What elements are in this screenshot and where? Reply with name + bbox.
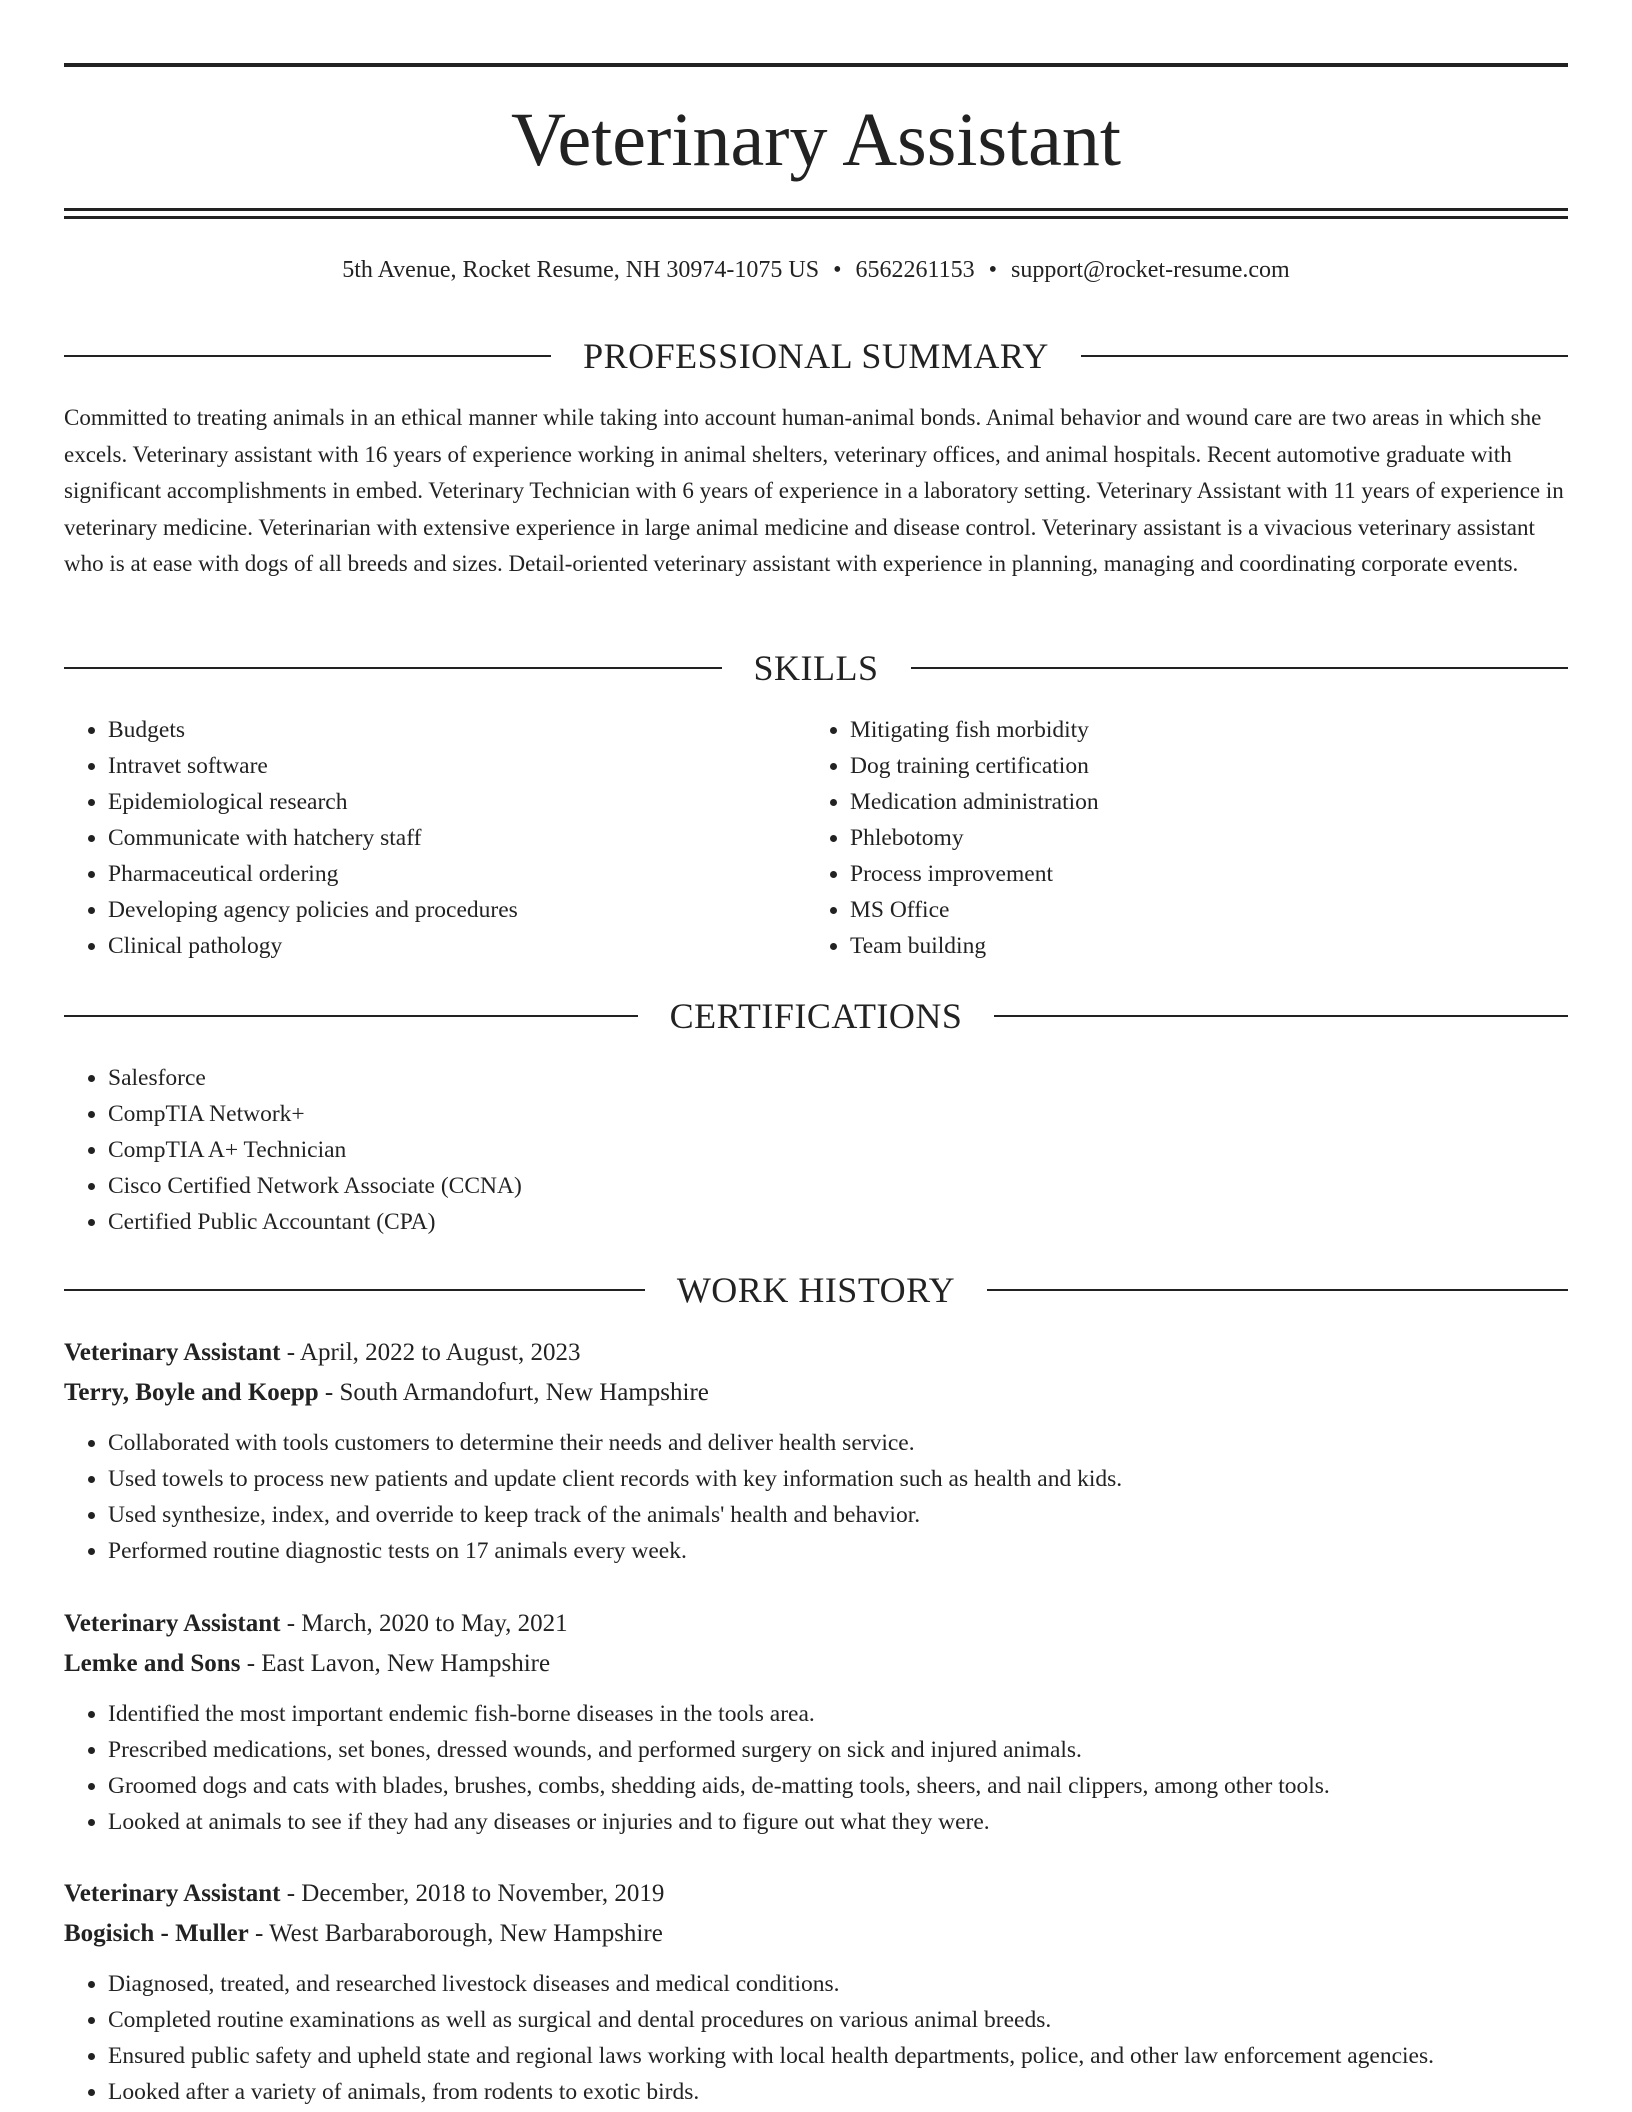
job-duties-list — [64, 1425, 1568, 1569]
job-duty: • Completed routine examinations as well as surgical and dental procedures on various animal breeds. — [108, 2002, 1568, 2038]
job-location: - East Lavon, New Hampshire — [240, 1650, 551, 1677]
contact-separator: • — [988, 257, 998, 283]
heading-rule — [911, 667, 1569, 669]
job-title: Veterinary Assistant — [64, 1339, 281, 1366]
contact-line — [64, 254, 1568, 286]
skill-item: • MS Office — [850, 892, 1506, 928]
job-duty: • Used synthesize, index, and override to keep track of the animals' health and behavior. — [108, 1497, 1568, 1533]
skill-item: • Process improvement — [850, 856, 1506, 892]
certification-item: • CompTIA A+ Technician — [108, 1132, 1064, 1168]
skill-item: • Mitigating fish morbidity — [850, 712, 1506, 748]
job-company-line — [64, 1373, 1568, 1413]
skill-item: • Budgets — [108, 712, 764, 748]
header-rule-lower — [64, 216, 1568, 219]
certifications-list — [64, 1060, 1064, 1240]
skills-list-right — [806, 712, 1506, 964]
contact-separator: • — [833, 257, 842, 283]
contact-email[interactable]: support@rocket-resume.com — [1011, 257, 1290, 283]
job-title-line — [64, 1874, 1568, 1914]
job-duty: • Diagnosed, treated, and researched livestock diseases and medical conditions. — [108, 1966, 1568, 2002]
job-duty: • Groomed dogs and cats with blades, brushes, combs, shedding aids, de-matting tools, sheers, and nail clippers, among other tools. — [108, 1768, 1568, 1804]
skill-item: • Intravet software — [108, 748, 764, 784]
certification-item: • Cisco Certified Network Associate (CCNA) — [108, 1168, 1064, 1204]
job-title-line — [64, 1604, 1568, 1644]
skill-item: • Team building — [850, 928, 1506, 964]
section-title: WORK HISTORY — [676, 1270, 956, 1310]
job-duty: • Identified the most important endemic fish-borne diseases in the tools area. — [108, 1696, 1568, 1732]
job-dates: - April, 2022 to August, 2023 — [280, 1339, 581, 1366]
section-heading-skills — [64, 646, 1568, 690]
skill-item: • Epidemiological research — [108, 784, 764, 820]
job-entry — [64, 1874, 1568, 2110]
skills-column-left — [64, 712, 764, 964]
header-rule-upper — [64, 208, 1568, 211]
certification-item: • CompTIA Network+ — [108, 1096, 1064, 1132]
job-duty: • Looked after a variety of animals, from rodents to exotic birds. — [108, 2074, 1568, 2110]
job-company-line — [64, 1644, 1568, 1684]
job-title-line — [64, 1333, 1568, 1373]
job-company: Terry, Boyle and Koepp — [64, 1379, 319, 1406]
heading-rule — [64, 355, 551, 357]
job-company-line — [64, 1914, 1568, 1954]
contact-phone: 6562261153 — [855, 257, 975, 283]
heading-rule — [64, 1015, 638, 1017]
certification-item: • Salesforce — [108, 1060, 1064, 1096]
section-title: PROFESSIONAL SUMMARY — [583, 336, 1049, 376]
job-entry — [64, 1333, 1568, 1569]
summary-text: Committed to treating animals in an ethical manner while taking into account human-animal bonds. Animal behavior and wound care are two areas in which she excels. Veterinary assistant with 16 years of experience working in animal shelters, veterinary offices, and animal hospitals. Recent automotive graduate with significant accomplishments in embed. Veterinary Technician with 6 years of experience in a laboratory setting. Veterinary Assistant with 11 years of experience in veterinary medicine. Veterinarian with extensive experience in large animal medicine and disease control. Veterinary assistant is a vivacious veterinary assistant who is at ease with dogs of all breeds and sizes. Detail-oriented veterinary assistant with experience in planning, managing and coordinating corporate events. — [64, 405, 1564, 576]
job-duty: • Prescribed medications, set bones, dressed wounds, and performed surgery on sick and injured animals. — [108, 1732, 1568, 1768]
heading-rule — [994, 1015, 1568, 1017]
certifications-block — [64, 1060, 1064, 1240]
section-heading-certifications — [64, 994, 1568, 1038]
heading-rule — [64, 667, 722, 669]
skills-column-right — [806, 712, 1506, 964]
job-duty: • Looked at animals to see if they had any diseases or injuries and to figure out what they were. — [108, 1804, 1568, 1840]
certification-item: • Certified Public Accountant (CPA) — [108, 1204, 1064, 1240]
top-rule — [64, 63, 1568, 67]
heading-rule — [64, 1289, 645, 1291]
job-location: - South Armandofurt, New Hampshire — [318, 1379, 709, 1406]
skill-item: • Developing agency policies and procedures — [108, 892, 764, 928]
skill-item: • Pharmaceutical ordering — [108, 856, 764, 892]
skill-item: • Communicate with hatchery staff — [108, 820, 764, 856]
job-dates: - March, 2020 to May, 2021 — [280, 1610, 568, 1637]
section-heading-work-history — [64, 1268, 1568, 1312]
job-dates: - December, 2018 to November, 2019 — [280, 1880, 665, 1907]
contact-address: 5th Avenue, Rocket Resume, NH 30974-1075 US — [342, 257, 820, 283]
section-heading-summary — [64, 334, 1568, 378]
heading-rule — [987, 1289, 1568, 1291]
job-duty: • Used towels to process new patients and update client records with key information such as health and kids. — [108, 1461, 1568, 1497]
skills-list-left — [64, 712, 764, 964]
skill-item: • Medication administration — [850, 784, 1506, 820]
skill-item: • Clinical pathology — [108, 928, 764, 964]
skill-item: • Dog training certification — [850, 748, 1506, 784]
job-duty: • Ensured public safety and upheld state and regional laws working with local health departments, police, and other law enforcement agencies. — [108, 2038, 1568, 2074]
section-title: CERTIFICATIONS — [669, 996, 963, 1036]
heading-rule — [1081, 355, 1568, 357]
job-title: Veterinary Assistant — [64, 1880, 281, 1907]
resume-name: Veterinary Assistant — [510, 98, 1121, 182]
job-entry — [64, 1604, 1568, 1840]
job-duty: • Collaborated with tools customers to determine their needs and deliver health service. — [108, 1425, 1568, 1461]
job-duties-list — [64, 1966, 1568, 2110]
skill-item: • Phlebotomy — [850, 820, 1506, 856]
job-title: Veterinary Assistant — [64, 1610, 281, 1637]
job-company: Bogisich - Muller — [64, 1920, 249, 1947]
job-location: - West Barbaraborough, New Hampshire — [248, 1920, 663, 1947]
job-duty: • Performed routine diagnostic tests on 17 animals every week. — [108, 1533, 1568, 1569]
job-duties-list — [64, 1696, 1568, 1840]
section-title: SKILLS — [753, 648, 879, 688]
job-company: Lemke and Sons — [64, 1650, 241, 1677]
